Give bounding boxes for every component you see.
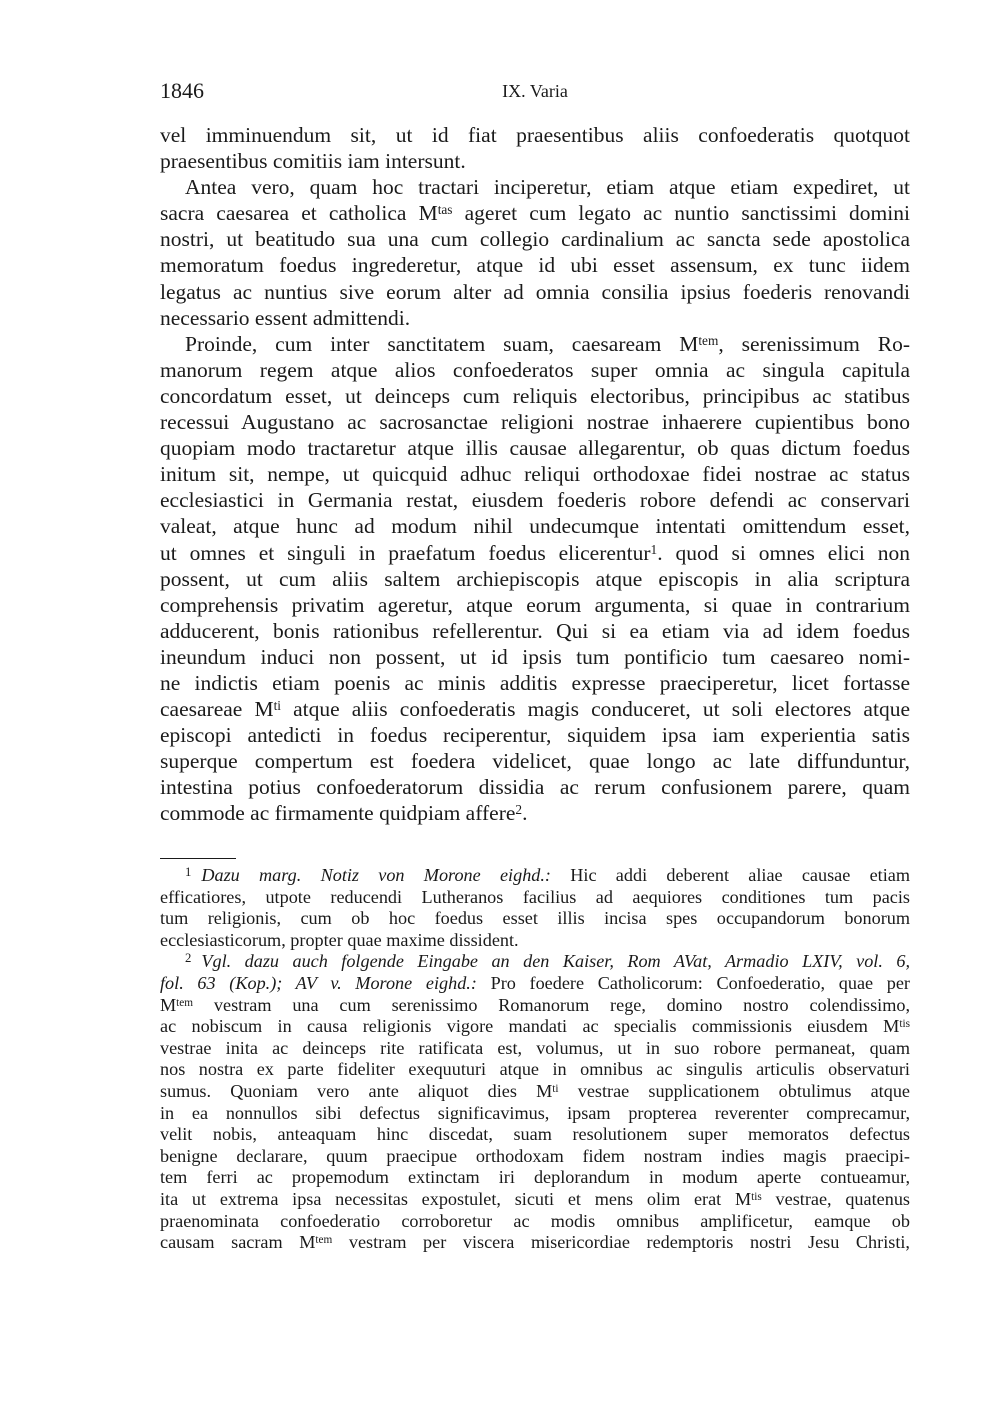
superscript: ti [273, 698, 281, 714]
footnote [160, 865, 910, 951]
running-head: IX. Varia [502, 81, 568, 101]
text-line: ne indictis etiam poenis ac minis additis expresse praeciperetur, licet fortasse [160, 670, 910, 695]
text-line: comprehensis privatim ageretur, atque eorum argumenta, si quae in contrarium [160, 592, 910, 617]
superscript: 2 [515, 802, 523, 818]
footnote-line: vestrae inita ac deinceps rite ratificata est, volumus, ut in suo robore permaneat, quam [160, 1037, 910, 1058]
text-line: Proinde, cum inter sanctitatem suam, caesaream $M^{tem}$, serenissimum Ro- [185, 331, 910, 356]
footnote-line: velit nobis, anteaquam hinc discedat, suam resolutionem super memoratos defectus [160, 1124, 910, 1145]
footnote-line: efficatiores, utpote reducendi Lutheranos facilius ad aequiores conditiones tum pacis [160, 886, 910, 907]
page-number: 1846 [160, 78, 204, 103]
text-line: ineundum induci non possent, ut id ipsis tum pontificio tum caesareo nomi- [160, 644, 910, 669]
footnote-line: ac nobiscum in causa religionis vigore mandati ac specialis commissionis eiusdem $M^{tis}$ [160, 1016, 910, 1037]
footnote-source: fol. 63 (Kop.); AV v. Morone eighd.: [160, 972, 477, 993]
text-line: manorum regem atque alios confoederatos super omnia ac singula capitula [160, 357, 910, 382]
text-line: initum sit, nempe, ut quicquid adhuc reliqui orthodoxae fidei nostrae ac status [160, 462, 910, 487]
text-line: adducerent, bonis rationibus refellerentur. Qui si ea etiam via ad idem foedus [160, 618, 910, 643]
paragraph [160, 331, 910, 827]
text-line: superque compertum est foedera videlicet, quae longo ac late diffunduntur, [160, 749, 910, 774]
text-line: vel imminuendum sit, ut id fiat praesentibus aliis confoederatis quotquot [160, 123, 910, 147]
superscript: 1 [650, 541, 658, 557]
superscript: tis [899, 1018, 910, 1031]
footnote-line: tem ferri ac propemodum extinctam iri deplorandum in modum aperte contueamur, [160, 1167, 910, 1188]
footnote-line: ecclesiasticorum, propter quae maxime dissident. [160, 929, 519, 950]
text-line: ut omnes et singuli in praefatum foedus elicerentur$^1$. quod si omnes elici non [160, 540, 910, 565]
footnotes [160, 865, 910, 1254]
superscript: tas [437, 202, 453, 218]
superscript: tis [751, 1190, 762, 1203]
text-line: Antea vero, quam hoc tractari inciperetur, etiam atque etiam expediret, ut [185, 175, 910, 200]
footnote-line: sumus. Quoniam vero ante aliquot dies $M^{ti}$ vestrae supplicationem obtulimus atque [160, 1080, 910, 1101]
page-header [160, 78, 910, 108]
footnote-line: fol. 63 (Kop.); AV v. Morone eighd.: Pro foedere Catholicorum: Confoederatio, quae per [160, 972, 910, 993]
footnote-line: tum religionis, cum ob hoc foedus esset illis incisa spes occupandorum bonorum [160, 908, 910, 929]
footnote-source: Vgl. dazu auch folgende Eingabe an den Kaiser, Rom AVat, Armadio LXIV, vol. 6, [201, 951, 910, 972]
text-line: memoratum foedus ingrederetur, atque id ubi esset assensum, ex tunc iidem [160, 253, 910, 278]
superscript: tem [176, 996, 194, 1009]
text-line: recessui Augustano ac sacrosanctae religioni nostrae inhaerere cupientibus bono [160, 410, 910, 435]
paragraph [160, 174, 910, 331]
footnote-line: in ea nonnullos sibi defectus significavimus, ipsam propterea reverenter comprecamur, [160, 1102, 910, 1123]
text-line: concordatum esset, ut deinceps cum reliquis electoribus, principibus ac statibus [160, 383, 910, 408]
footnote-source: Dazu marg. Notiz von Morone eighd.: [201, 865, 551, 885]
footnote-number: 1 [185, 864, 192, 879]
footnote-line: nos nostra ex parte fideliter exequuturi atque in omnibus ac singulis articulis observaturi [160, 1059, 910, 1080]
text-line: praesentibus comitiis iam intersunt. [160, 149, 466, 174]
text-line: episcopi antedicti in foedus reciperentur, siquidem ipsa iam experientia satis [160, 723, 910, 748]
text-line: necessario essent admittendi. [160, 305, 411, 330]
text-line: valeat, atque hunc ad modum nihil undecumque intentati omittendum esset, [160, 514, 910, 539]
text-line: nostri, ut beatitudo sua una cum collegio cardinalium ac sancta sede apostolica [160, 227, 910, 252]
footnote-line: $M^{tem}$ vestram una cum serenissimo Romanorum rege, domino nostro colendissimo, [160, 994, 910, 1015]
footnote-separator [160, 858, 236, 859]
footnote-line: ita ut extrema ipsa necessitas expostulet, sicuti et mens olim erat $M^{tis}$ vestrae, quatenus [160, 1188, 910, 1209]
footnote-line [160, 951, 910, 973]
paragraph [160, 122, 910, 174]
text-line: intestina potius confoederatorum dissidia ac rerum confusionem parere, quam [160, 775, 910, 800]
footnote-line: $^1$ Dazu marg. Notiz von Morone eighd.: Hic addi deberent aliae causae etiam [185, 864, 910, 885]
text-line: sacra caesarea et catholica $M^{tas}$ ageret cum legato ac nuntio sanctissimi domini [160, 201, 910, 226]
footnote-line: benigne declarare, quum praecipue orthodoxam fidem nostram indies magis praecipi- [160, 1145, 910, 1166]
text-line: quopiam modo tractaretur atque illis causae allegarentur, ob quas dictum foedus [160, 436, 910, 461]
footnote-line: causam sacram $M^{tem}$ vestram per viscera misericordiae redemptoris nostri Jesu Christi, [160, 1232, 910, 1253]
text-line: possent, ut cum aliis saltem archiepiscopis atque episcopis in alia scriptura [160, 566, 910, 591]
main-text [160, 122, 910, 827]
text-line: commode ac firmamente quidpiam affere$^2$. [160, 801, 528, 826]
superscript: ti [552, 1082, 559, 1095]
superscript: tem [698, 332, 719, 348]
text-line: caesareae $M^{ti}$ atque aliis confoederatis magis conduceret, ut soli electores atque [160, 697, 910, 722]
footnote-line: praenominata confoederatio corroboretur ac modis omnibus amplificetur, eamque ob [160, 1210, 910, 1231]
superscript: tem [315, 1234, 333, 1247]
footnote [160, 951, 910, 1253]
text-line: ecclesiastici in Germania restat, eiusdem foederis robore defendi ac conservari [160, 488, 910, 513]
text-line: legatus ac nuntius sive eorum alter ad omnia consilia ipsius foederis renovandi [160, 279, 910, 304]
footnote-number: 2 [185, 951, 192, 966]
